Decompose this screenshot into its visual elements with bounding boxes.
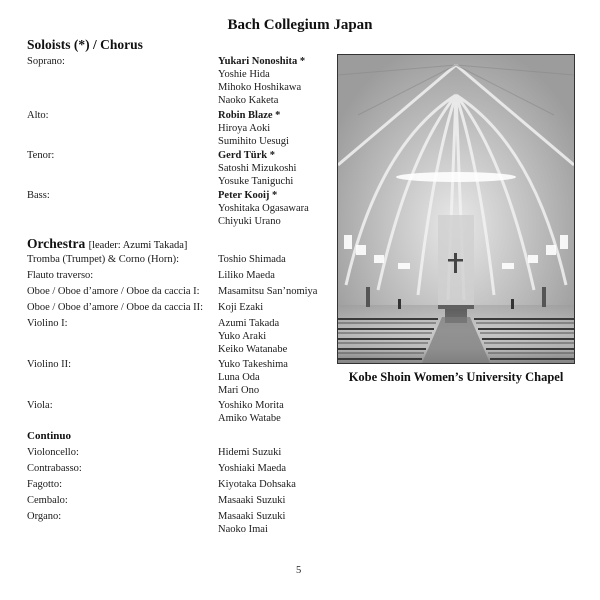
member-name: Chiyuki Urano <box>218 216 281 227</box>
soloist-name: Robin Blaze * <box>218 110 281 121</box>
member-name: Yosuke Taniguchi <box>218 176 294 187</box>
part-label: Alto: <box>27 110 49 121</box>
document-title: Bach Collegium Japan <box>227 17 373 33</box>
member-name: Kiyotaka Dohsaka <box>218 479 296 490</box>
orchestra-leader-note: [leader: Azumi Takada] <box>88 240 188 251</box>
soloist-name: Gerd Türk * <box>218 150 275 161</box>
member-name: Yoshie Hida <box>218 69 270 80</box>
member-name: Masaaki Suzuki <box>218 511 286 522</box>
part-members <box>218 301 263 314</box>
member-name: Naoko Imai <box>218 524 268 535</box>
member-name: Azumi Takada <box>218 318 280 329</box>
part-label: Contrabasso: <box>27 463 82 474</box>
photo-caption: Kobe Shoin Women’s University Chapel <box>348 370 564 384</box>
member-name: Luna Oda <box>218 372 260 383</box>
member-name: Keiko Watanabe <box>218 344 288 355</box>
member-name: Yoshiaki Maeda <box>218 463 287 474</box>
part-label: Tenor: <box>27 150 55 161</box>
chapel-photo <box>337 54 575 364</box>
member-name: Amiko Watabe <box>218 413 281 424</box>
member-name: Hidemi Suzuki <box>218 447 282 458</box>
part-label: Oboe / Oboe d’amore / Oboe da caccia I: <box>27 286 200 297</box>
member-name: Masaaki Suzuki <box>218 495 286 506</box>
part-members <box>218 399 284 425</box>
member-name: Liliko Maeda <box>218 270 275 281</box>
part-members <box>218 358 288 397</box>
member-name: Yoshiko Morita <box>218 400 284 411</box>
member-name: Hiroya Aoki <box>218 123 271 134</box>
part-label: Violoncello: <box>27 447 79 458</box>
chapel-interior-illustration <box>338 55 574 363</box>
member-name: Masamitsu San’nomiya <box>218 286 318 297</box>
continuo-heading: Continuo <box>27 430 72 442</box>
part-label: Tromba (Trumpet) & Corno (Horn): <box>27 254 180 265</box>
chorus-heading: Soloists (*) / Chorus <box>27 37 143 52</box>
part-members <box>218 55 305 107</box>
member-name: Toshio Shimada <box>218 254 286 265</box>
part-members <box>218 285 317 298</box>
member-name: Mihoko Hoshikawa <box>218 82 302 93</box>
orchestra-heading <box>27 236 187 252</box>
soloist-name: Peter Kooij * <box>218 190 278 201</box>
part-members <box>218 109 289 148</box>
part-label: Violino II: <box>27 359 71 370</box>
page-number: 5 <box>296 565 302 576</box>
part-members <box>218 317 287 356</box>
part-label: Flauto traverso: <box>27 270 94 281</box>
member-name: Sumihito Uesugi <box>218 136 289 147</box>
part-members <box>218 269 275 282</box>
soloist-name: Yukari Nonoshita * <box>218 56 306 67</box>
part-members <box>218 478 296 491</box>
part-label: Soprano: <box>27 56 65 67</box>
part-members <box>218 510 285 536</box>
part-label: Viola: <box>27 400 53 411</box>
member-name: Koji Ezaki <box>218 302 264 313</box>
orchestra-title: Orchestra <box>27 236 86 251</box>
part-label: Violino I: <box>27 318 68 329</box>
part-label: Bass: <box>27 190 50 201</box>
part-members <box>218 462 286 475</box>
part-label: Oboe / Oboe d’amore / Oboe da caccia II: <box>27 302 204 313</box>
member-name: Yoshitaka Ogasawara <box>218 203 309 214</box>
part-label: Organo: <box>27 511 62 522</box>
part-label: Cembalo: <box>27 495 68 506</box>
part-members <box>218 149 296 188</box>
member-name: Naoko Kaketa <box>218 95 279 106</box>
member-name: Yuko Araki <box>218 331 267 342</box>
member-name: Yuko Takeshima <box>218 359 288 370</box>
part-members <box>218 494 285 507</box>
member-name: Mari Ono <box>218 385 260 396</box>
part-members <box>218 446 281 459</box>
part-members <box>218 189 309 228</box>
part-label: Fagotto: <box>27 479 63 490</box>
member-name: Satoshi Mizukoshi <box>218 163 297 174</box>
part-members <box>218 253 286 266</box>
